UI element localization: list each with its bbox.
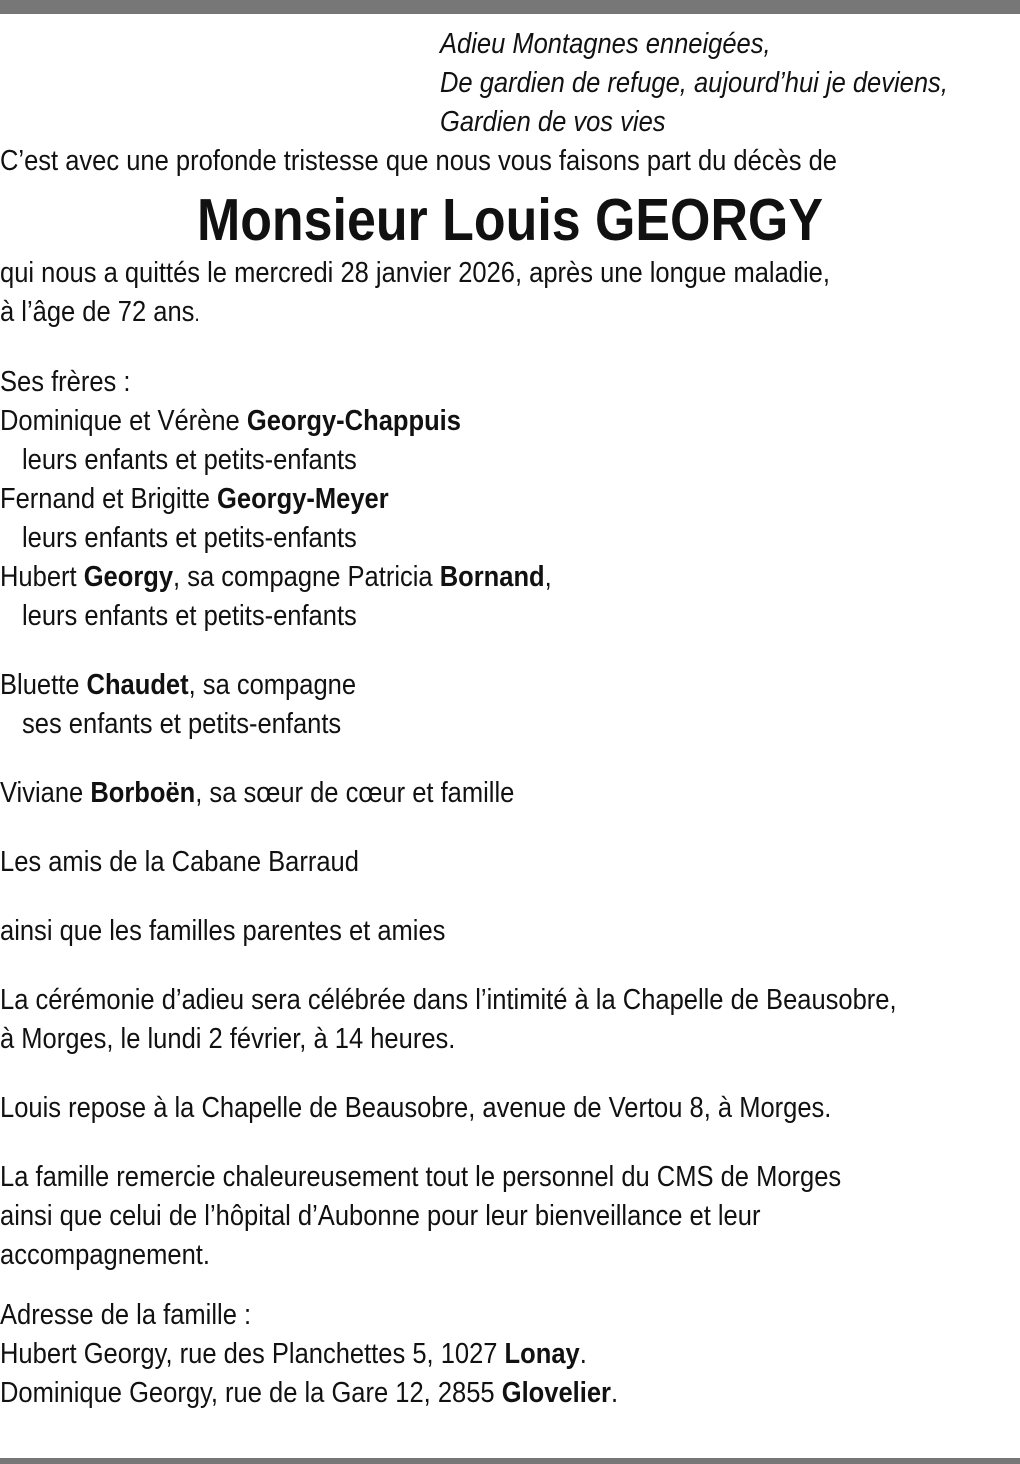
ceremony-line: à Morges, le lundi 2 février, à 14 heures.: [0, 1023, 456, 1055]
repose-line: Louis repose à la Chapelle de Beausobre, avenue de Vertou 8, à Morges.: [0, 1092, 832, 1124]
obituary-notice: [0, 25, 1020, 1413]
thanks-line: La famille remercie chaleureusement tout le personnel du CMS de Morges: [0, 1161, 842, 1193]
ceremony-line: La cérémonie d’adieu sera célébrée dans l’intimité à la Chapelle de Beausobre,: [0, 984, 897, 1016]
deceased-name: Monsieur Louis GEORGY: [196, 187, 823, 253]
descendants: ses enfants et petits-enfants: [22, 708, 342, 740]
brothers-heading: Ses frères :: [0, 366, 131, 398]
descendants: leurs enfants et petits-enfants: [22, 522, 357, 554]
friends-line: Les amis de la Cabane Barraud: [0, 846, 359, 878]
family-member: Hubert Georgy, sa compagne Patricia Bornand,: [0, 561, 552, 593]
descendants: leurs enfants et petits-enfants: [22, 444, 357, 476]
families-line: ainsi que les familles parentes et amies: [0, 915, 446, 947]
address-line: Dominique Georgy, rue de la Gare 12, 2855 Glovelier.: [0, 1377, 619, 1409]
poem-line: De gardien de refuge, aujourd’hui je deviens,: [440, 67, 948, 99]
descendants: leurs enfants et petits-enfants: [22, 600, 357, 632]
family-member: Dominique et Vérène Georgy-Chappuis: [0, 405, 461, 437]
family-member: Viviane Borboën, sa sœur de cœur et famille: [0, 777, 515, 809]
death-line: qui nous a quittés le mercredi 28 janvier 2026, après une longue maladie,: [0, 257, 830, 289]
thanks-line: accompagnement.: [0, 1239, 210, 1271]
bottom-border: [0, 1458, 1020, 1464]
top-border: [0, 0, 1020, 14]
family-member: Fernand et Brigitte Georgy-Meyer: [0, 483, 389, 515]
address-line: Hubert Georgy, rue des Planchettes 5, 1027 Lonay.: [0, 1338, 587, 1370]
address-heading: Adresse de la famille :: [0, 1299, 252, 1331]
intro-text: C’est avec une profonde tristesse que nous vous faisons part du décès de: [0, 145, 838, 177]
thanks-line: ainsi que celui de l’hôpital d’Aubonne pour leur bienveillance et leur: [0, 1200, 761, 1232]
poem-line: Adieu Montagnes enneigées,: [440, 28, 771, 60]
family-member: Bluette Chaudet, sa compagne: [0, 669, 357, 701]
age-line: à l’âge de 72 ans.: [0, 296, 200, 328]
poem-line: Gardien de vos vies: [440, 106, 666, 138]
